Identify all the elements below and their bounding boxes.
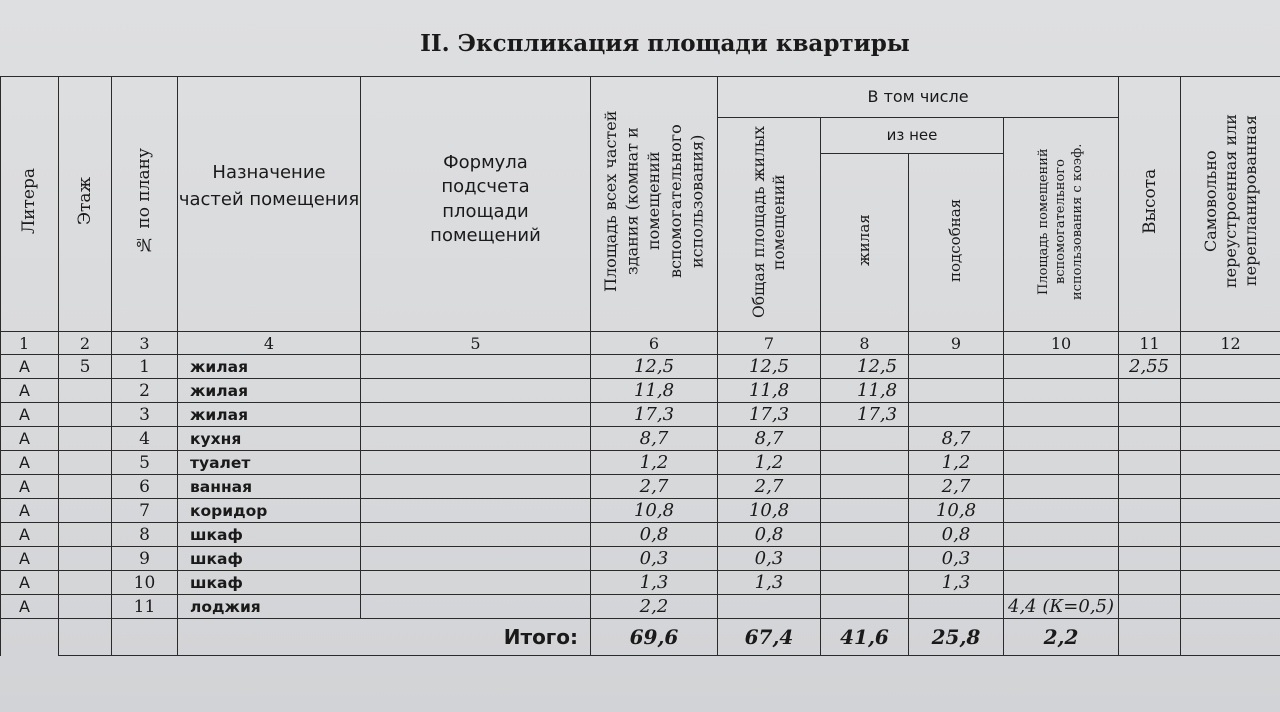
area-all-cell: 2,7	[591, 475, 718, 499]
naznachenie-cell: лоджия	[178, 595, 361, 619]
litera-cell: А	[1, 379, 59, 403]
podsobnaya-cell: 2,7	[909, 475, 1004, 499]
samovolno-cell	[1181, 547, 1280, 571]
podsobnaya-cell	[909, 355, 1004, 379]
litera-cell: А	[1, 571, 59, 595]
header-litera: Литера	[1, 77, 59, 332]
area-aux-cell	[1004, 355, 1119, 379]
column-number-row	[1, 332, 1280, 355]
vysota-cell	[1119, 475, 1181, 499]
naznachenie-cell: шкаф	[178, 547, 361, 571]
area-aux-cell	[1004, 475, 1119, 499]
zhilaya-cell: 17,3	[821, 403, 909, 427]
area-living-cell: 10,8	[718, 499, 821, 523]
total-area-all: 69,6	[591, 619, 718, 656]
litera-cell: А	[1, 355, 59, 379]
col-num: 1	[1, 332, 59, 355]
col-num: 3	[112, 332, 178, 355]
naznachenie-cell: жилая	[178, 379, 361, 403]
podsobnaya-cell: 8,7	[909, 427, 1004, 451]
table-body	[1, 355, 1280, 619]
area-all-cell: 8,7	[591, 427, 718, 451]
formula-cell	[361, 499, 591, 523]
zhilaya-cell	[821, 547, 909, 571]
formula-cell	[361, 403, 591, 427]
col-num: 9	[909, 332, 1004, 355]
zhilaya-cell	[821, 523, 909, 547]
header-formula: Формула подсчета площади помещений	[361, 77, 591, 332]
vysota-cell	[1119, 499, 1181, 523]
totals-row	[1, 619, 1280, 656]
no-plan-cell: 9	[112, 547, 178, 571]
podsobnaya-cell	[909, 403, 1004, 427]
no-plan-cell: 2	[112, 379, 178, 403]
naznachenie-cell: кухня	[178, 427, 361, 451]
formula-cell	[361, 547, 591, 571]
naznachenie-cell: шкаф	[178, 571, 361, 595]
podsobnaya-cell	[909, 595, 1004, 619]
samovolno-cell	[1181, 403, 1280, 427]
no-plan-cell: 6	[112, 475, 178, 499]
naznachenie-cell: ванная	[178, 475, 361, 499]
area-aux-cell	[1004, 451, 1119, 475]
header-v-tom-chisle: В том числе	[718, 77, 1119, 118]
header-no-plan: № по плану	[112, 77, 178, 332]
area-living-cell: 2,7	[718, 475, 821, 499]
naznachenie-cell: шкаф	[178, 523, 361, 547]
area-all-cell: 1,3	[591, 571, 718, 595]
total-zhilaya: 41,6	[821, 619, 909, 656]
area-all-cell: 17,3	[591, 403, 718, 427]
area-living-cell: 1,3	[718, 571, 821, 595]
area-aux-cell	[1004, 571, 1119, 595]
podsobnaya-cell: 0,3	[909, 547, 1004, 571]
total-area-living: 67,4	[718, 619, 821, 656]
samovolno-cell	[1181, 475, 1280, 499]
col-num: 11	[1119, 332, 1181, 355]
header-iz-nee: из нее	[821, 118, 1004, 154]
etazh-cell	[59, 475, 112, 499]
zhilaya-cell	[821, 451, 909, 475]
header-area-aux: Площадь помещений вспомогательного использования с коэф.	[1004, 118, 1119, 332]
no-plan-cell: 11	[112, 595, 178, 619]
litera-cell: А	[1, 499, 59, 523]
vysota-cell	[1119, 403, 1181, 427]
area-living-cell: 12,5	[718, 355, 821, 379]
area-all-cell: 10,8	[591, 499, 718, 523]
header-zhilaya: жилая	[821, 154, 909, 332]
zhilaya-cell	[821, 475, 909, 499]
etazh-cell: 5	[59, 355, 112, 379]
formula-cell	[361, 523, 591, 547]
etazh-cell	[59, 451, 112, 475]
etazh-cell	[59, 595, 112, 619]
area-living-cell: 8,7	[718, 427, 821, 451]
samovolno-cell	[1181, 379, 1280, 403]
formula-cell	[361, 475, 591, 499]
formula-cell	[361, 595, 591, 619]
naznachenie-cell: коридор	[178, 499, 361, 523]
total-area-aux: 2,2	[1004, 619, 1119, 656]
col-num: 5	[361, 332, 591, 355]
no-plan-cell: 10	[112, 571, 178, 595]
vysota-cell	[1119, 523, 1181, 547]
vysota-cell	[1119, 451, 1181, 475]
podsobnaya-cell: 10,8	[909, 499, 1004, 523]
no-plan-cell: 8	[112, 523, 178, 547]
no-plan-cell: 5	[112, 451, 178, 475]
area-living-cell: 11,8	[718, 379, 821, 403]
area-all-cell: 0,3	[591, 547, 718, 571]
table-row	[1, 547, 1280, 571]
no-plan-cell: 1	[112, 355, 178, 379]
col-num: 7	[718, 332, 821, 355]
zhilaya-cell	[821, 595, 909, 619]
area-living-cell	[718, 595, 821, 619]
litera-cell: А	[1, 475, 59, 499]
table-row	[1, 451, 1280, 475]
header-naznachenie: Назначение частей помещения	[178, 77, 361, 332]
area-all-cell: 1,2	[591, 451, 718, 475]
area-living-cell: 17,3	[718, 403, 821, 427]
col-num: 12	[1181, 332, 1280, 355]
area-aux-cell	[1004, 427, 1119, 451]
area-all-cell: 0,8	[591, 523, 718, 547]
table-row	[1, 475, 1280, 499]
area-all-cell: 2,2	[591, 595, 718, 619]
area-living-cell: 0,8	[718, 523, 821, 547]
samovolno-cell	[1181, 427, 1280, 451]
table-row	[1, 571, 1280, 595]
formula-cell	[361, 355, 591, 379]
podsobnaya-cell: 0,8	[909, 523, 1004, 547]
samovolno-cell	[1181, 523, 1280, 547]
document-title: II. Экспликация площади квартиры	[420, 30, 910, 57]
etazh-cell	[59, 403, 112, 427]
samovolno-cell	[1181, 571, 1280, 595]
naznachenie-cell: жилая	[178, 355, 361, 379]
zhilaya-cell	[821, 499, 909, 523]
samovolno-cell	[1181, 451, 1280, 475]
table-row	[1, 499, 1280, 523]
litera-cell: А	[1, 451, 59, 475]
naznachenie-cell: жилая	[178, 403, 361, 427]
area-aux-cell: 4,4 (К=0,5)	[1004, 595, 1119, 619]
area-living-cell: 0,3	[718, 547, 821, 571]
header-samovolno: Самовольно переустроенная или перепланированная	[1181, 77, 1280, 332]
table-row	[1, 523, 1280, 547]
vysota-cell	[1119, 547, 1181, 571]
etazh-cell	[59, 523, 112, 547]
explication-table	[0, 76, 1280, 656]
area-all-cell: 11,8	[591, 379, 718, 403]
vysota-cell	[1119, 571, 1181, 595]
litera-cell: А	[1, 595, 59, 619]
area-living-cell: 1,2	[718, 451, 821, 475]
header-vysota: Высота	[1119, 77, 1181, 332]
col-num: 2	[59, 332, 112, 355]
area-aux-cell	[1004, 403, 1119, 427]
vysota-cell: 2,55	[1119, 355, 1181, 379]
col-num: 4	[178, 332, 361, 355]
litera-cell: А	[1, 427, 59, 451]
formula-cell	[361, 571, 591, 595]
vysota-cell	[1119, 379, 1181, 403]
table-row	[1, 403, 1280, 427]
area-aux-cell	[1004, 523, 1119, 547]
zhilaya-cell: 12,5	[821, 355, 909, 379]
header-area-all: Площадь всех частей здания (комнат и помещений вспомогательного использования)	[591, 77, 718, 332]
podsobnaya-cell	[909, 379, 1004, 403]
table-row	[1, 355, 1280, 379]
etazh-cell	[59, 379, 112, 403]
table-row	[1, 595, 1280, 619]
table-row	[1, 379, 1280, 403]
samovolno-cell	[1181, 499, 1280, 523]
litera-cell: А	[1, 403, 59, 427]
zhilaya-cell: 11,8	[821, 379, 909, 403]
formula-cell	[361, 451, 591, 475]
litera-cell: А	[1, 523, 59, 547]
header-podsobnaya: подсобная	[909, 154, 1004, 332]
col-num: 10	[1004, 332, 1119, 355]
etazh-cell	[59, 499, 112, 523]
podsobnaya-cell: 1,3	[909, 571, 1004, 595]
litera-cell: А	[1, 547, 59, 571]
vysota-cell	[1119, 595, 1181, 619]
etazh-cell	[59, 427, 112, 451]
header-area-living-total: Общая площадь жилых помещений	[718, 118, 821, 332]
table-row	[1, 427, 1280, 451]
area-aux-cell	[1004, 499, 1119, 523]
col-num: 6	[591, 332, 718, 355]
vysota-cell	[1119, 427, 1181, 451]
no-plan-cell: 4	[112, 427, 178, 451]
no-plan-cell: 7	[112, 499, 178, 523]
zhilaya-cell	[821, 427, 909, 451]
area-aux-cell	[1004, 547, 1119, 571]
naznachenie-cell: туалет	[178, 451, 361, 475]
podsobnaya-cell: 1,2	[909, 451, 1004, 475]
formula-cell	[361, 379, 591, 403]
etazh-cell	[59, 547, 112, 571]
totals-label: Итого:	[178, 619, 591, 656]
samovolno-cell	[1181, 595, 1280, 619]
etazh-cell	[59, 571, 112, 595]
total-podsobnaya: 25,8	[909, 619, 1004, 656]
formula-cell	[361, 427, 591, 451]
col-num: 8	[821, 332, 909, 355]
area-all-cell: 12,5	[591, 355, 718, 379]
no-plan-cell: 3	[112, 403, 178, 427]
area-aux-cell	[1004, 379, 1119, 403]
zhilaya-cell	[821, 571, 909, 595]
samovolno-cell	[1181, 355, 1280, 379]
header-etazh: Этаж	[59, 77, 112, 332]
